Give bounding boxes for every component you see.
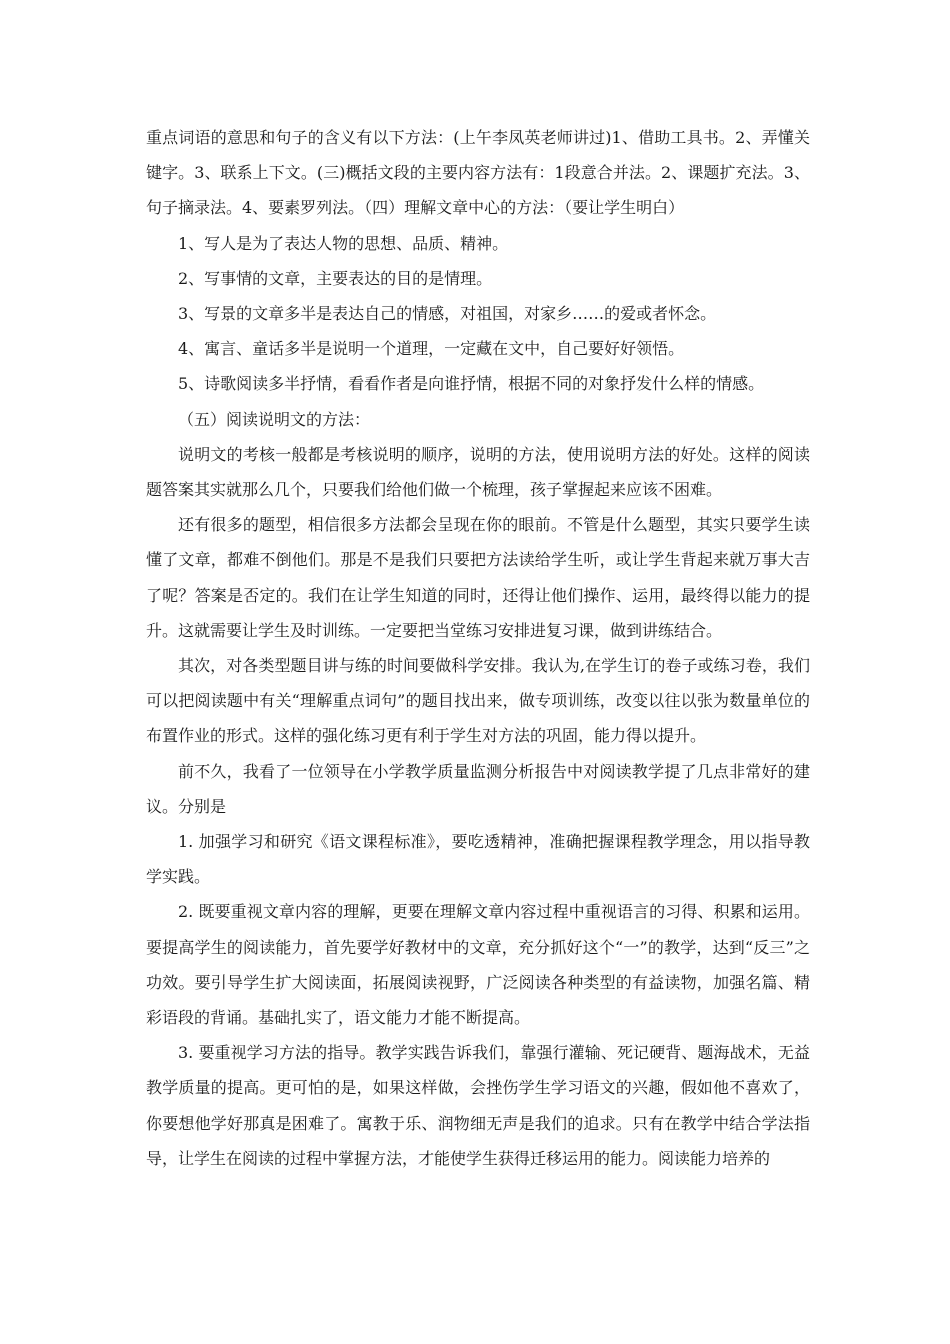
suggestion-item-2: 2. 既要重视文章内容的理解，更要在理解文章内容过程中重视语言的习得、积累和运用。要提高学生的阅读能力，首先要学好教材中的文章，充分抓好这个“一”的教学，达到“反三”之功效。要引导学生扩大阅读面，拓展阅读视野，广泛阅读各种类型的有益读物，加强名篇、精彩语段的背诵。基础扎实了，语文能力才能不断提高。 <box>146 902 810 1028</box>
paragraph-question-types: 还有很多的题型，相信很多方法都会呈现在你的眼前。不管是什么题型，其实只要学生读懂了文章，都难不倒他们。那是不是我们只要把方法读给学生听，或让学生背起来就万事大吉了呢？答案是否定的。我们在让学生知道的同时，还得让他们操作、运用，最终得以能力的提升。这就需要让学生及时训练。一定要把当堂练习安排进复习课，做到讲练结合。 <box>146 515 810 640</box>
list-item-center-5: 5、诗歌阅读多半抒情，看看作者是向谁抒情，根据不同的对象抒发什么样的情感。 <box>178 374 765 394</box>
list-item-center-2: 2、写事情的文章，主要表达的目的是情理。 <box>178 268 493 288</box>
paragraph-expository: 说明文的考核一般都是考核说明的顺序，说明的方法，使用说明方法的好处。这样的阅读题答案其实就那么几个，只要我们给他们做一个梳理，孩子掌握起来应该不困难。 <box>146 444 810 500</box>
suggestion-item-1: 1. 加强学习和研究《语文课程标准》，要吃透精神，准确把握课程教学理念，用以指导教学实践。 <box>146 832 810 887</box>
paragraph-suggestions-intro: 前不久，我看了一位领导在小学教学质量监测分析报告中对阅读教学提了几点非常好的建议。分别是 <box>146 761 810 816</box>
suggestion-item-3: 3. 要重视学习方法的指导。教学实践告诉我们，靠强行灌输、死记硬背、题海战术，无益教学质量的提高。更可怕的是，如果这样做，会挫伤学生学习语文的兴趣，假如他不喜欢了，你要想他学好那真是困难了。寓教于乐、润物细无声是我们的追求。只有在教学中结合学法指导，让学生在阅读的过程中掌握方法，才能使学生获得迁移运用的能力。阅读能力培养的 <box>146 1043 810 1168</box>
section-heading-expository: （五）阅读说明文的方法： <box>178 409 371 429</box>
list-item-center-1: 1、写人是为了表达人物的思想、品质、精神。 <box>178 233 509 253</box>
paragraph-reading-methods: 重点词语的意思和句子的含义有以下方法：(上午李凤英老师讲过)1、借助工具书。2、弄懂关键字。3、联系上下文。(三)概括文段的主要内容方法有：1段意合并法。2、课题扩充法。3、句子摘录法。4、要素罗列法。（四）理解文章中心的方法：（要让学生明白） <box>146 128 810 218</box>
paragraph-time-arrangement: 其次，对各类型题目讲与练的时间要做科学安排。我认为,在学生订的卷子或练习卷，我们可以把阅读题中有关“理解重点词句”的题目找出来，做专项训练，改变以往以张为数量单位的布置作业的形式。这样的强化练习更有利于学生对方法的巩固，能力得以提升。 <box>146 656 810 746</box>
list-item-center-4: 4、寓言、童话多半是说明一个道理，一定藏在文中，自己要好好领悟。 <box>178 339 685 359</box>
list-item-center-3: 3、写景的文章多半是表达自己的情感，对祖国，对家乡……的爱或者怀念。 <box>178 304 717 324</box>
document-body <box>146 120 810 1176</box>
